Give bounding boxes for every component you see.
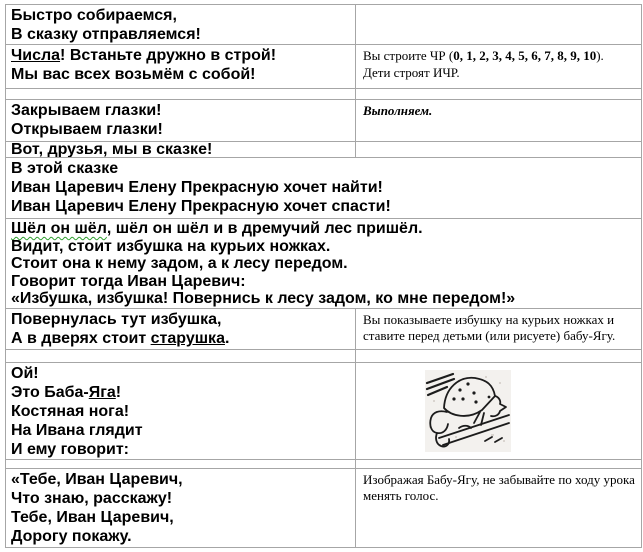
table-row [6,308,642,349]
note-line: Изображая Бабу-Ягу, не забывайте по ходу урока менять голос. [363,471,635,504]
script-line: На Ивана глядит [11,421,143,439]
number-row: 0, 1, 2, 3, 4, 5, 6, 7, 8, 9, 10 [453,48,597,63]
script-line: Стоит она к нему задом, а к лесу передом. [11,255,348,273]
note-cell [356,362,642,459]
note-cell-empty [356,142,642,158]
script-line: Костяная нога! [11,402,130,420]
table-row-merged [6,158,642,219]
note-cell [356,308,642,349]
underlined-word: Яга [88,383,116,401]
table-row-merged [6,219,642,309]
script-cell [6,308,356,349]
script-cell [6,45,356,89]
script-line: Мы вас всех возьмём с собой! [11,66,256,83]
document-sheet [5,4,643,548]
script-cell [6,142,356,158]
table-row-empty [6,89,642,100]
script-line: Что знаю, расскажу! [11,489,173,507]
script-line: В сказку отправляемся! [11,26,201,43]
table-row [6,100,642,142]
script-cell [6,5,356,45]
note-line: Дети строят ИЧР. [363,64,460,80]
script-line: Шёл он шёл, шёл он шёл и в дремучий лес пришёл. [11,220,423,237]
script-line: Иван Царевич Елену Прекрасную хочет спасти! [11,198,391,215]
script-line: Иван Царевич Елену Прекрасную хочет найти! [11,179,383,196]
script-line: Ой! [11,364,39,382]
script-cell-empty [6,349,356,362]
script-cell-fullwidth [6,158,642,219]
script-line: Это Баба-Яга! [11,383,122,401]
note-line: Выполняем. [363,103,433,118]
script-line: Дорогу покажу. [11,527,132,545]
script-line: Закрываем глазки! [11,102,162,119]
script-line: Быстро собираемся, [11,7,177,24]
script-line: Числа! Встаньте дружно в строй! [11,47,277,64]
underlined-word: Числа [11,47,61,64]
note-line: Вы строите ЧР (0, 1, 2, 3, 4, 5, 6, 7, 8, 9, 10). [363,48,604,63]
table-row [6,362,642,459]
script-line: «Избушка, избушка! Повернись к лесу задом, ко мне передом!» [11,290,516,308]
script-line: И ему говорит: [11,440,129,458]
lesson-table [5,4,642,548]
script-line: В этой сказке [11,160,119,177]
script-line: Говорит тогда Иван Царевич: [11,272,246,290]
note-cell-empty [356,5,642,45]
note-cell [356,45,642,89]
script-cell [6,362,356,459]
script-line: Видит, стоит избушка на курьих ножках. [11,237,331,255]
script-cell-empty [6,459,356,468]
note-cell-empty [356,349,642,362]
script-cell-fullwidth [6,219,642,309]
script-line: Вот, друзья, мы в сказке! [11,141,213,158]
note-cell-empty [356,89,642,100]
note-line: Вы показываете избушку на курьих ножках и ставите перед детьми (или рисуете) бабу-Ягу. [363,311,616,344]
script-line: А в дверях стоит старушка. [11,329,230,347]
script-line: Тебе, Иван Царевич, [11,508,174,526]
script-line: Повернулась тут избушка, [11,310,222,328]
script-line: Открываем глазки! [11,121,163,138]
grammar-squiggle-text: Шёл он шёл [11,220,107,237]
table-row [6,45,642,89]
script-cell-empty [6,89,356,100]
table-row [6,468,642,547]
script-line: «Тебе, Иван Царевич, [11,470,183,488]
note-cell [356,468,642,547]
table-row-empty [6,349,642,362]
note-cell [356,100,642,142]
underlined-word: старушка [150,329,225,347]
baba-yaga-image [425,370,511,452]
table-row-empty [6,459,642,468]
script-cell [6,468,356,547]
table-row [6,5,642,45]
script-cell [6,100,356,142]
note-cell-empty [356,459,642,468]
table-row [6,142,642,158]
